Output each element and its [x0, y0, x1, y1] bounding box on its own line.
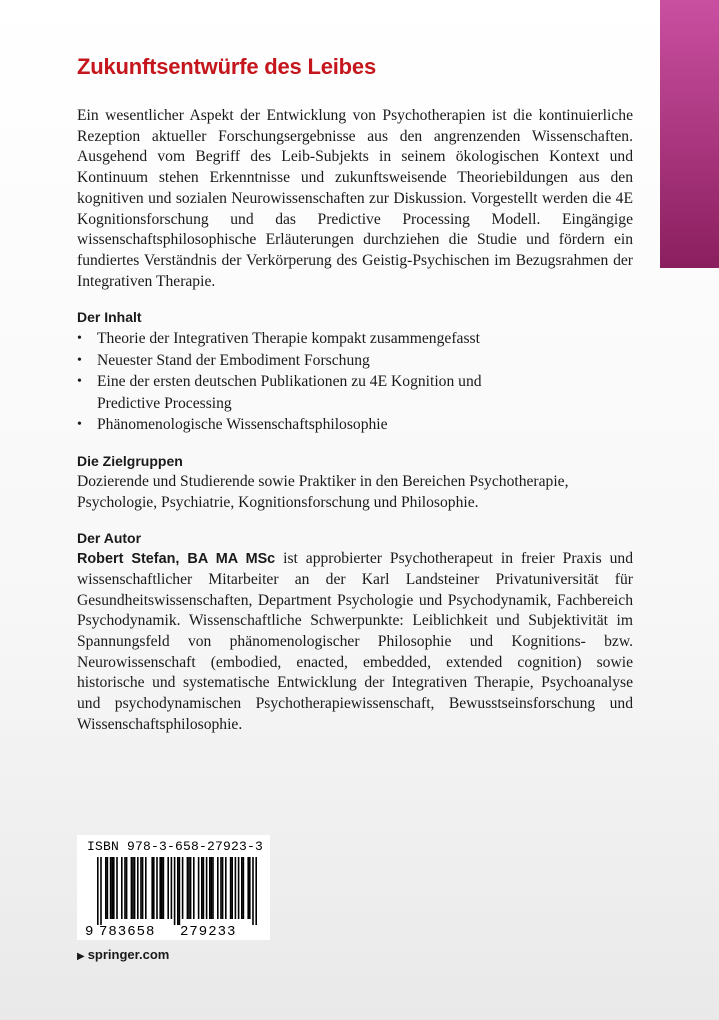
- barcode-bar: [231, 857, 233, 919]
- barcode-bar: [188, 857, 190, 919]
- barcode-bar: [116, 857, 118, 919]
- list-item-text: Phänomenologische Wissenschaftsphilosophie: [97, 416, 388, 434]
- barcode-bar: [110, 857, 112, 919]
- barcode-bar: [249, 857, 251, 919]
- list-item: [77, 350, 633, 372]
- barcode-bar: [177, 857, 179, 925]
- barcode-bar: [159, 857, 161, 919]
- barcode-bar: [121, 857, 123, 919]
- isbn-barcode: [77, 835, 270, 940]
- isbn-label: ISBN 978-3-658-27923-3: [87, 839, 264, 854]
- barcode-bar: [97, 857, 99, 925]
- barcode-bar: [134, 857, 136, 919]
- intro-paragraph: Ein wesentlicher Aspekt der Entwicklung von Psychotherapien ist die kontinuierliche Rezeption aktueller Forschungsergebnisse aus den angrenzenden Wissenschaften. Ausgehend vom Begriff des Leib-Subjekts in seinem ökologischen Kontext und Kontinuum stehen Erkenntnisse und zukunftsweisende Theoriebildungen aus den kognitiven und sozialen Neurowissenschaften zur Diskussion. Vorgestellt werden die 4E Kognitionsforschung und das Predictive Processing Modell. Eingängige wissenschaftsphilosophische Erläuterungen durchziehen die Studie und fördern ein fundiertes Verständnis der Verkörperung des Geistig-Psychischen im Bezugsrahmen der Integrativen Therapie.: [77, 107, 633, 290]
- barcode-bar: [174, 857, 176, 925]
- barcode-bar: [198, 857, 200, 919]
- barcode-digit-lead: 9: [85, 924, 94, 937]
- barcode-bar: [132, 857, 134, 919]
- barcode-bar: [137, 857, 139, 919]
- list-item: [77, 414, 633, 436]
- list-item-text: Theorie der Integrativen Therapie kompakt zusammengefasst: [97, 330, 480, 348]
- barcode-bar: [225, 857, 227, 919]
- barcode-bar: [111, 857, 113, 919]
- barcode-bar: [201, 857, 203, 919]
- barcode-bar: [126, 857, 128, 919]
- barcode-bar: [131, 857, 133, 919]
- publisher-link-text: springer.com: [87, 947, 170, 962]
- back-cover-content: [77, 52, 633, 736]
- barcode-bars: [97, 857, 257, 925]
- barcode-bar: [241, 857, 243, 919]
- barcode-digits-left: 783658: [99, 924, 156, 937]
- author-bio: ist approbierter Psychotherapeut in freier Praxis und wissenschaftlicher Mitarbeiter an der Karl Landsteiner Privatuniversität für Gesundheitswissenschaften, Department Psychologie und Psychodynamik, Fachbereich Psychodynamik. Wissenschaftliche Schwerpunkte: Leiblichkeit und Subjektivität im Spannungsfeld von phänomenologischer Philosophie und Kognitions- bzw. Neurowissenschaft (embodied, enacted, embedded, extended cognition) sowie historische und systematische Entwicklung der Integrativen Therapie, Psychoanalyse und psychodynamischen Psychotherapiewissenschaft, Bewusstseinsforschung und Wissenschaftsphilosophie.: [77, 550, 633, 733]
- barcode-bar: [238, 857, 240, 919]
- barcode-bar: [190, 857, 192, 919]
- barcode-bar: [100, 857, 102, 925]
- barcode-bar: [145, 857, 147, 919]
- arrow-right-icon: ▶: [77, 951, 85, 962]
- barcode-bar: [161, 857, 163, 919]
- bullet-icon: •: [77, 352, 82, 368]
- barcode-bar: [113, 857, 115, 919]
- barcode-bar: [247, 857, 249, 919]
- barcode-digits-right: 279233: [180, 924, 237, 937]
- barcode-bar: [255, 857, 257, 925]
- barcode-bar: [212, 857, 214, 919]
- list-item: [77, 328, 633, 350]
- barcode-bar: [209, 857, 211, 919]
- list-item-text: Neuester Stand der Embodiment Forschung: [97, 351, 370, 369]
- barcode-graphic: [85, 857, 262, 937]
- barcode-bar: [235, 857, 237, 919]
- barcode-bar: [163, 857, 165, 919]
- barcode-bar: [211, 857, 213, 919]
- zielgruppen-heading: Die Zielgruppen: [77, 452, 183, 469]
- zielgruppen-text: Dozierende und Studierende sowie Praktiker in den Bereichen Psychotherapie, Psychologie, Psychiatrie, Kognitionsforschung und Philosophie.: [77, 472, 569, 511]
- barcode-bar: [193, 857, 195, 919]
- barcode-bar: [252, 857, 254, 925]
- barcode-bar: [107, 857, 109, 919]
- author-name: Robert Stefan, BA MA MSc: [77, 551, 276, 568]
- inhalt-heading: Der Inhalt: [77, 309, 142, 326]
- barcode-bar: [156, 857, 158, 919]
- list-item-text: Eine der ersten deutschen Publikationen zu 4E Kognition und Predictive Processing: [97, 373, 482, 412]
- barcode-bar: [140, 857, 142, 919]
- barcode-bar: [206, 857, 208, 919]
- barcode-bar: [222, 857, 224, 919]
- barcode-bar: [142, 857, 144, 919]
- barcode-bar: [203, 857, 205, 919]
- inhalt-list: [77, 328, 633, 436]
- barcode-bar: [220, 857, 222, 919]
- autor-heading: Der Autor: [77, 530, 142, 547]
- autor-paragraph: [77, 549, 633, 735]
- barcode-bar: [182, 857, 184, 919]
- bullet-icon: •: [77, 417, 82, 433]
- barcode-bar: [124, 857, 126, 919]
- barcode-bar: [243, 857, 245, 919]
- barcode-bar: [179, 857, 181, 925]
- accent-color-bar: [660, 0, 719, 268]
- barcode-bar: [230, 857, 232, 919]
- barcode-bar: [171, 857, 173, 919]
- publisher-link[interactable]: [77, 947, 169, 962]
- list-item: [77, 371, 497, 414]
- barcode-bar: [187, 857, 189, 919]
- bullet-icon: •: [77, 331, 82, 347]
- barcode-bar: [105, 857, 107, 919]
- bullet-icon: •: [77, 374, 82, 390]
- book-title: Zukunftsentwürfe des Leibes: [77, 54, 376, 79]
- barcode-bar: [153, 857, 155, 919]
- barcode-bar: [217, 857, 219, 919]
- barcode-bar: [167, 857, 169, 919]
- barcode-bar: [151, 857, 153, 919]
